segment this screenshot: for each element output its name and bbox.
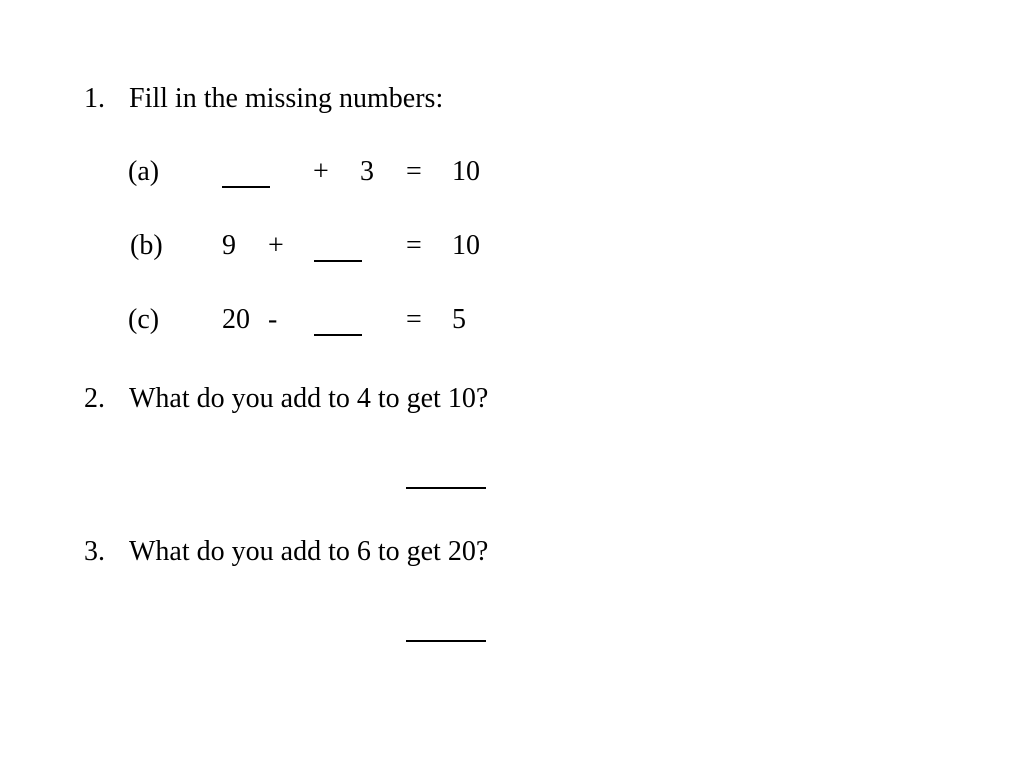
equals-sign: = (406, 156, 422, 187)
answer-blank[interactable] (314, 260, 362, 262)
answer-blank[interactable] (314, 334, 362, 336)
question-number: 2. (84, 383, 105, 414)
result: 10 (452, 230, 480, 261)
operand: 9 (222, 230, 236, 261)
question-text: Fill in the missing numbers: (129, 83, 444, 114)
plus-sign: + (268, 230, 284, 261)
part-label: (b) (130, 230, 163, 261)
question-text: What do you add to 4 to get 10? (129, 383, 489, 414)
question-number: 3. (84, 536, 105, 567)
part-label: (a) (128, 156, 160, 187)
question-text: What do you add to 6 to get 20? (129, 536, 489, 567)
answer-blank[interactable] (222, 186, 270, 188)
operand: 20 (222, 304, 250, 335)
equals-sign: = (406, 230, 422, 261)
operand: 3 (360, 156, 374, 187)
answer-blank[interactable] (406, 487, 486, 489)
equals-sign: = (406, 304, 422, 335)
plus-sign: + (313, 156, 329, 187)
result: 5 (452, 304, 466, 335)
part-label: (c) (128, 304, 160, 335)
answer-blank[interactable] (406, 640, 486, 642)
minus-sign: - (268, 304, 278, 335)
question-number: 1. (84, 83, 105, 114)
result: 10 (452, 156, 480, 187)
